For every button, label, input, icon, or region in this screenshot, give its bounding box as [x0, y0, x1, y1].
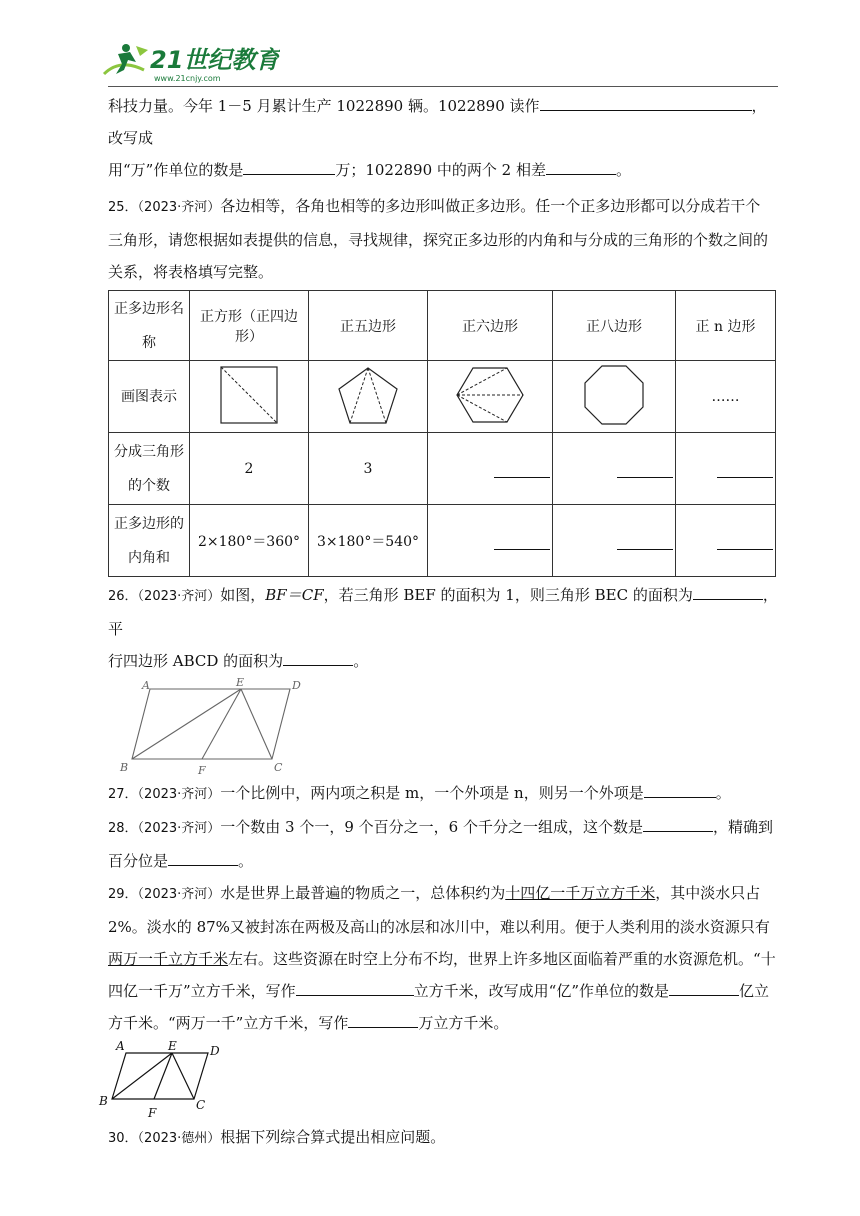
question-number: 29．（2023·齐河） [108, 887, 221, 902]
answer-blank[interactable] [717, 549, 773, 550]
angle-sum-n-gon-cell [676, 505, 776, 577]
q29-line1: 29．（2023·齐河）水是世界上最普遍的物质之一，总体积约为十四亿一千万立方千米，其中淡水只占 [108, 884, 761, 902]
label-E: E [168, 1041, 177, 1053]
col-n-gon: 正 n 边形 [676, 291, 776, 361]
answer-blank[interactable] [243, 156, 335, 175]
logo-text: 21世纪教育 [150, 46, 280, 74]
question-number: 28．（2023·齐河） [108, 821, 221, 836]
col-hexagon: 正六边形 [428, 291, 553, 361]
answer-blank[interactable] [348, 1009, 418, 1028]
q28-line1: 28．（2023·齐河）一个数由 3 个一，9 个百分之一，6 个千分之一组成，这个数是 ，精确到 [108, 811, 778, 845]
q26-line1: 26．（2023·齐河）如图，BF＝CF，若三角形 BEF 的面积为 1，则三角形 BEC 的面积为 ，平 [108, 579, 778, 645]
header-divider [108, 86, 778, 87]
q27-line: 27．（2023·齐河）一个比例中，两内项之积是 m，一个外项是 n，则另一个外项是 。 [108, 777, 778, 811]
row-header-angle-sum: 正多边形的内角和 [109, 505, 190, 577]
parallelogram-figure-2 [99, 1039, 778, 1121]
label-A: A [142, 679, 150, 692]
q28-line2: 百分位是 。 [108, 845, 778, 877]
triangles-octagon-cell [553, 433, 676, 505]
question-number: 25．（2023·齐河） [108, 200, 221, 215]
answer-blank[interactable] [669, 977, 739, 996]
triangles-square: 2 [190, 433, 309, 505]
answer-blank[interactable] [644, 779, 716, 798]
q26-line2: 行四边形 ABCD 的面积为 。 [108, 645, 778, 677]
question-number: 27．（2023·齐河） [108, 787, 221, 802]
answer-blank[interactable] [617, 549, 673, 550]
label-C: C [196, 1098, 206, 1112]
answer-blank[interactable] [168, 847, 238, 866]
col-pentagon: 正五边形 [309, 291, 428, 361]
row-header-name: 正多边形名称 [109, 291, 190, 361]
row-header-draw: 画图表示 [109, 361, 190, 433]
label-F: F [198, 764, 206, 777]
label-A: A [116, 1041, 125, 1053]
question-number: 26．（2023·齐河） [108, 589, 221, 604]
hexagon-figure [428, 361, 553, 433]
triangles-n-gon-cell [676, 433, 776, 505]
angle-sum-pentagon: 3×180°＝540° [309, 505, 428, 577]
parallelogram-figure-1 [108, 677, 778, 777]
angle-sum-hexagon-cell [428, 505, 553, 577]
q24-line2: 用“万”作单位的数是 万；1022890 中的两个 2 相差 。 [108, 154, 778, 186]
triangles-pentagon: 3 [309, 433, 428, 505]
answer-blank[interactable] [283, 647, 353, 666]
row-header-triangles: 分成三角形的个数 [109, 433, 190, 505]
label-C: C [274, 761, 283, 774]
label-F: F [148, 1106, 157, 1120]
answer-blank[interactable] [494, 549, 550, 550]
q29-line2: 2%。淡水的 87%又被封冻在两极及高山的冰层和冰川中，难以利用。便于人类利用的淡水资源只有 [108, 918, 770, 936]
q29-line4: 四亿一千万”立方千米，写作 立方千米，改写成用“亿”作单位的数是 亿立 [108, 975, 778, 1007]
polygon-table [108, 290, 776, 577]
question-number: 30．（2023·德州） [108, 1131, 221, 1146]
q24-line1: 科技力量。今年 1－5 月累计生产 1022890 辆。1022890 读作 ，改写成 [108, 90, 778, 154]
n-gon-ellipsis: …… [676, 361, 776, 433]
q25-line3: 关系，将表格填写完整。 [108, 263, 274, 281]
col-square: 正方形（正四边形） [190, 291, 309, 361]
q29-line5: 方千米。“两万一千”立方千米，写作 万立方千米。 [108, 1007, 778, 1039]
logo-url: www.21cnjy.com [154, 74, 221, 83]
pentagon-figure [309, 361, 428, 433]
q30-line: 30．（2023·德州）根据下列综合算式提出相应问题。 [108, 1128, 446, 1146]
label-B: B [120, 761, 129, 774]
answer-blank[interactable] [693, 581, 763, 600]
answer-blank[interactable] [643, 813, 713, 832]
angle-sum-square: 2×180°＝360° [190, 505, 309, 577]
answer-blank[interactable] [540, 92, 752, 111]
octagon-figure [553, 361, 676, 433]
answer-blank[interactable] [617, 477, 673, 478]
q25-line1: 25．（2023·齐河）各边相等，各角也相等的多边形叫做正多边形。任一个正多边形都可以分成若干个 [108, 197, 761, 215]
label-D: D [210, 1044, 220, 1058]
site-logo [100, 40, 280, 84]
label-E: E [236, 677, 245, 689]
answer-blank[interactable] [546, 156, 616, 175]
label-B: B [99, 1094, 108, 1108]
q29-line3: 两万一千立方千米左右。这些资源在时空上分布不均，世界上许多地区面临着严重的水资源危机。“十 [108, 950, 776, 968]
answer-blank[interactable] [296, 977, 414, 996]
answer-blank[interactable] [494, 477, 550, 478]
label-D: D [292, 679, 301, 692]
square-figure [190, 361, 309, 433]
triangles-hexagon-cell [428, 433, 553, 505]
col-octagon: 正八边形 [553, 291, 676, 361]
angle-sum-octagon-cell [553, 505, 676, 577]
answer-blank[interactable] [717, 477, 773, 478]
worksheet [99, 90, 778, 1155]
q25-line2: 三角形，请您根据如表提供的信息，寻找规律，探究正多边形的内角和与分成的三角形的个数之间的 [108, 231, 769, 249]
